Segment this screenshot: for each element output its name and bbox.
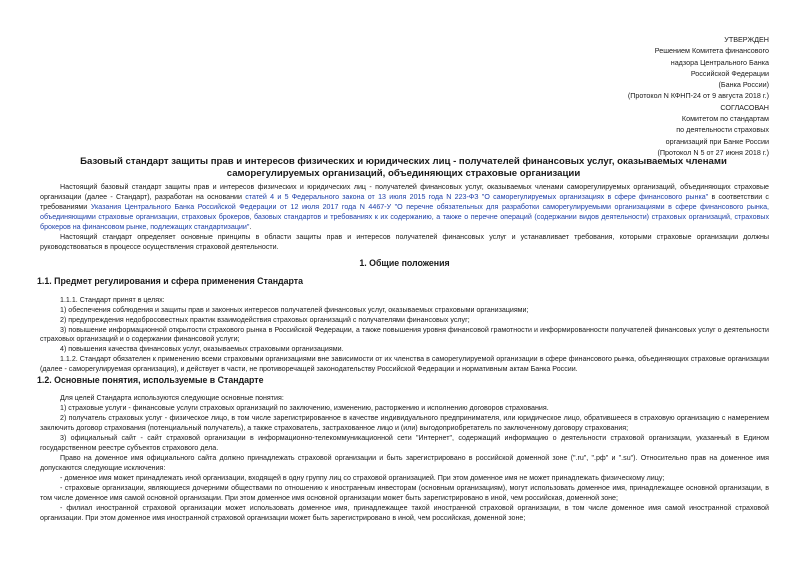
clause-paragraph: - страховые организации, являющиеся дочерними обществами по отношению к иностранным инвесторам (основным организациям), могут использовать доменное имя, принадлежащее основной организации, в том числе доменное имя самой основной организации. При этом доменное имя основной организации может быть зарегистрировано в иной, чем российская, доменной зоне; (40, 483, 769, 502)
intro-text: в соответствии с требованиями (40, 192, 769, 211)
approval-line: Комитетом по стандартам (681, 114, 769, 124)
clause-paragraph: 4) повышения качества финансовых услуг, оказываемых страховыми организациями. (60, 345, 344, 354)
approval-line: УТВЕРЖДЕН (724, 35, 769, 44)
approval-line: (Банка России) (718, 80, 769, 90)
clause-paragraph: 1.1.2. Стандарт обязателен к применению всеми страховыми организациями вне зависимости от их членства в саморегулируемой организации в сфере финансового рынка, объединяющих страховые организации (далее - саморегулируемая организация), и действует в части, не противоречащей законодательству Российской Федерации и нормативным актам Банка России. (40, 355, 769, 374)
document-title: Базовый стандарт защиты прав и интересов физических и юридических лиц - получателей финансовых услуг, оказываемых членами саморегулируемых организаций, объединяющих страховые организации (80, 156, 727, 179)
subsection-heading: 1.1. Предмет регулирования и сфера применения Стандарта (37, 275, 303, 286)
approval-block (509, 34, 769, 158)
approval-line: надзора Центрального Банка (670, 57, 769, 67)
clause-paragraph: Для целей Стандарта используются следующие основные понятия: (60, 394, 284, 403)
clause-paragraph: 3) официальный сайт - сайт страховой организации в информационно-телекоммуникационной сети "Интернет", содержащий информацию о деятельности страховой организации, указанный в Едином государственном реестре субъектов страхового дела. (40, 434, 769, 453)
approval-line: Решением Комитета финансового (654, 46, 769, 56)
approval-line: СОГЛАСОВАН (720, 102, 769, 112)
approval-line: Российской Федерации (690, 68, 769, 78)
section-heading: 1. Общие положения (359, 257, 450, 268)
clause-paragraph: 2) предупреждения недобросовестных практик взаимодействия страховых организаций с получателями финансовых услуг; (60, 315, 470, 324)
intro-text: . (249, 222, 252, 231)
central-bank-directive-link[interactable]: Указания Центрального Банка Российской Федерации от 12 июля 2017 года N 4467-У "О перечне обязательных для разработки саморегулируемыми организациями в сфере финансового рынка, объединяющими страховые организации, страховых брокеров, базовых стандартов и требованиях к их содержанию, а также о перечне операций (содержании видов деятельности) страховых организаций, страховых брокеров на финансовом рынке, подлежащих стандартизации" (40, 202, 770, 231)
subsection-heading: 1.2. Основные понятия, используемые в Стандарте (37, 375, 264, 386)
intro-paragraph: Настоящий стандарт определяет основные принципы в области защиты прав и интересов получателей финансовых услуг и устанавливает требования, которыми страховые организации должны руководствоваться в процессе осуществления страховой деятельности. (40, 232, 769, 251)
clause-paragraph: 1.1.1. Стандарт принят в целях: (60, 295, 165, 304)
approval-line: (Протокол N 5 от 27 июня 2018 г.) (657, 147, 769, 157)
approval-line: организаций при Банке России (665, 136, 769, 146)
document-body (37, 183, 770, 524)
clause-paragraph: 1) страховые услуги - финансовые услуги страховых организаций по заключению, изменению, расторжению и исполнению договоров страхования. (60, 404, 549, 413)
clause-paragraph: 1) обеспечения соблюдения и защиты прав и законных интересов получателей финансовых услуг, оказываемых страховыми организациями; (60, 305, 529, 314)
clause-paragraph: - филиал иностранной страховой организации может использовать доменное имя, принадлежащее такой иностранной страховой организации, в том числе доменное имя самой иностранной страховой организации. При этом доменное имя иностранной страховой организации может быть зарегистрировано в иной, чем российская, доменной зоне; (40, 503, 769, 522)
approval-line: (Протокол N КФНП-24 от 9 августа 2018 г.) (627, 91, 769, 101)
clause-paragraph: Право на доменное имя официального сайта должно принадлежать страховой организации и быть зарегистрировано в российской доменной зоне (".ru", ".рф" и ".su"). Относительно прав на доменное имя допускаются следующие исключения: (40, 454, 769, 472)
clause-paragraph: 3) повышение информационной открытости страхового рынка в Российской Федерации, а также повышения уровня финансовой грамотности и информированности получателей финансовых услуг о деятельности страховых организаций и о содержании финансовой услуги; (40, 325, 769, 344)
clause-paragraph: 2) получатель страховых услуг - физическое лицо, в том числе зарегистрированное в качестве индивидуального предпринимателя, или юридическое лицо, обратившееся в страховую организацию с намерением заключить договор страхования (потенциальный получатель), а также страхователь, застрахованное лицо и (или) выгодоприобретатель по заключенному договору страхования; (40, 414, 769, 433)
intro-text: Настоящий базовый стандарт защиты прав и интересов физических и юридических лиц - получателей финансовых услуг, оказываемых членами саморегулируемых организаций, объединяющих страховые организации (далее - Стандарт), разработан на основании (40, 183, 769, 201)
clause-paragraph: - доменное имя может принадлежать иной организации, входящей в одну группу лиц со страховой организацией. При этом доменное имя не может принадлежать физическому лицу; (60, 473, 665, 482)
intro-paragraph (40, 183, 769, 233)
approval-line: по деятельности страховых (676, 125, 769, 135)
federal-law-link[interactable]: статей 4 и 5 Федерального закона от 13 июля 2015 года N 223-ФЗ "О саморегулируемых организациях в сфере финансового рынка" (245, 192, 709, 201)
